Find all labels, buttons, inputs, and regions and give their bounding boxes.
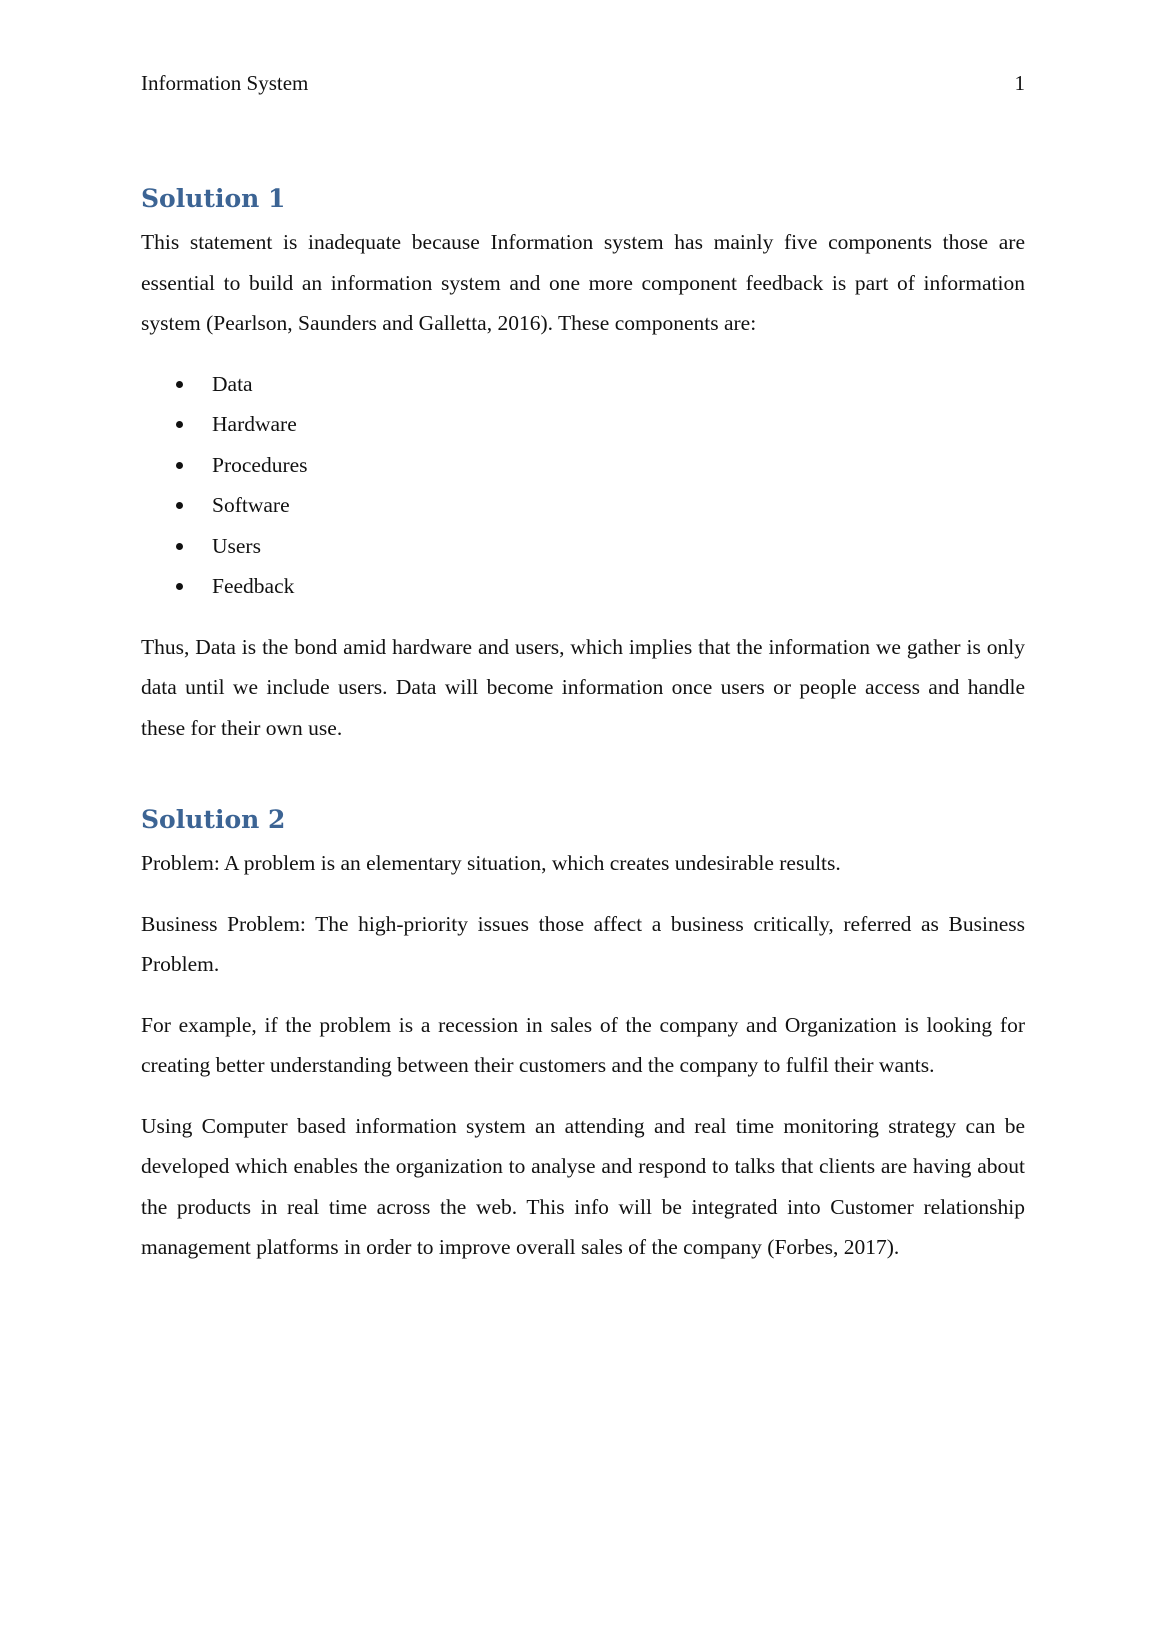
list-item-text: Procedures [212, 452, 308, 477]
bullet-icon [176, 583, 183, 590]
problem-definition: Problem: A problem is an elementary situation, which creates undesirable results. [141, 851, 841, 875]
document-body [141, 182, 1025, 1288]
header-title: Information System [141, 71, 309, 95]
list-item [141, 566, 1025, 607]
bullet-icon [176, 462, 183, 469]
list-item-text: Software [212, 493, 290, 517]
list-item-text: Feedback [212, 574, 295, 598]
list-item [141, 526, 1025, 567]
list-item-text: Data [212, 371, 253, 396]
page-number: 1 [1014, 71, 1025, 95]
list-item [141, 445, 1025, 486]
bullet-icon [176, 381, 183, 388]
running-header [141, 68, 1025, 98]
bullet-icon [176, 421, 183, 428]
business-problem-definition: Business Problem: The high-priority issues those affect a business critically, referred as Business Problem. [141, 911, 1025, 976]
list-item [141, 404, 1025, 445]
solution-1-heading: Solution 1 [141, 184, 286, 213]
cbis-paragraph: Using Computer based information system an attending and real time monitoring strategy can be developed which enables the organization to analyse and respond to talks that clients are having about the products in real time across the web. This info will be integrated into Customer relationship management platforms in order to improve overall sales of the company (Forbes, 2017). [141, 1113, 1025, 1259]
solution-1-intro: This statement is inadequate because Information system has mainly five components those are essential to build an information system and one more component feedback is part of information system (Pearlson, Saunders and Galletta, 2016). These components are: [141, 230, 1025, 335]
list-item [141, 485, 1025, 526]
solution-1-conclusion: Thus, Data is the bond amid hardware and users, which implies that the information we gather is only data until we include users. Data will become information once users or people access and handle these for their own use. [141, 634, 1025, 740]
list-item-text: Hardware [212, 412, 297, 436]
components-list [141, 364, 1025, 607]
solution-2-heading: Solution 2 [141, 805, 286, 834]
list-item [141, 364, 1025, 405]
bullet-icon [176, 502, 183, 509]
bullet-icon [176, 543, 183, 550]
list-item-text: Users [212, 533, 261, 558]
example-paragraph: For example, if the problem is a recession in sales of the company and Organization is looking for creating better understanding between their customers and the company to fulfil their wants. [141, 1012, 1025, 1077]
